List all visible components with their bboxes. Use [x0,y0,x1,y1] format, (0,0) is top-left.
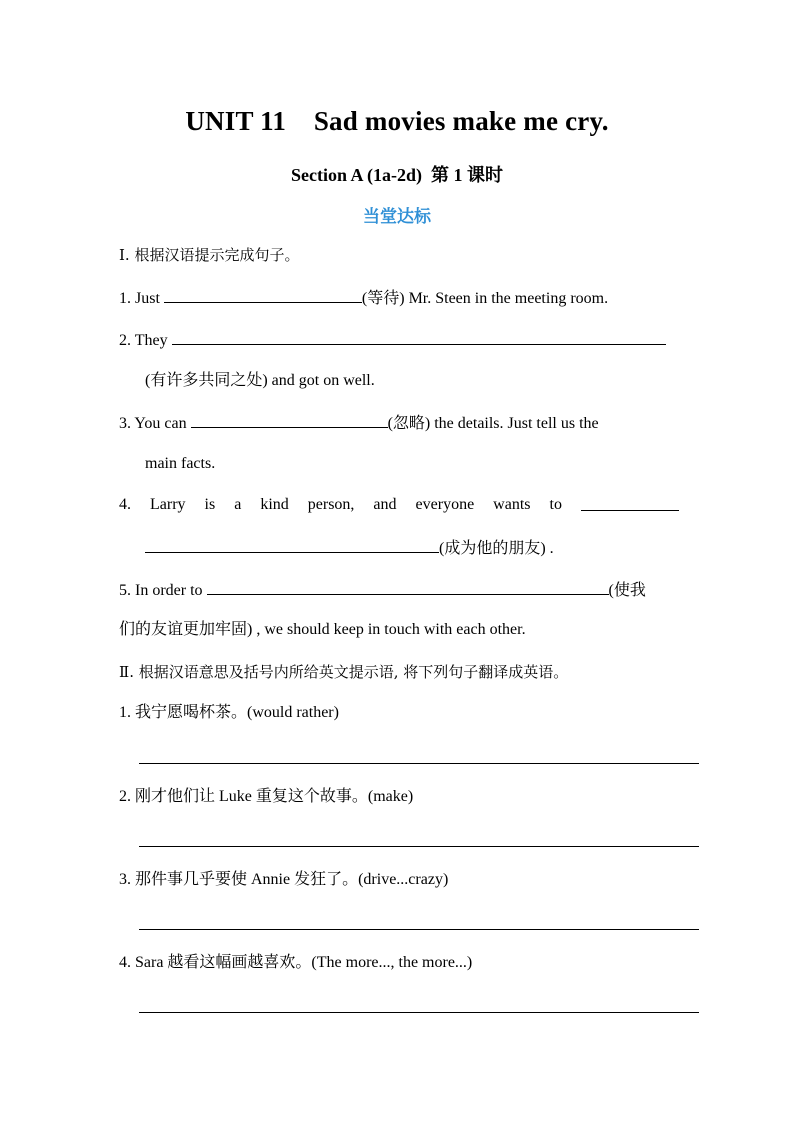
translation-item-4: 4. Sara 越看这幅画越喜欢。(The more..., the more...) [119,954,473,971]
q4-word: wants [493,496,531,513]
question-4 [119,495,679,515]
question-5-suffix: (使我 [608,582,646,599]
unit-title: UNIT 11 Sad movies make me cry. [185,106,609,136]
question-1-suffix: (等待) Mr. Steen in the meeting room. [361,290,609,307]
answer-blank-4b[interactable] [145,537,439,553]
answer-line-2[interactable] [139,846,699,847]
part1-heading: I. 根据汉语提示完成句子。 [119,246,300,264]
q4-word: to [549,496,562,513]
question-4-continuation [145,537,554,559]
translation-item-3: 3. 那件事几乎要使 Annie 发狂了。(drive...crazy) [119,871,449,888]
answer-blank-2[interactable] [172,329,666,345]
question-1 [119,287,608,309]
answer-line-3[interactable] [139,929,699,930]
q4-word: kind [260,496,289,513]
question-2-prefix: 2. They [119,332,172,349]
question-5-prefix: 5. In order to [119,582,207,599]
part2-heading: Ⅱ. 根据汉语意思及括号内所给英文提示语, 将下列句子翻译成英语。 [119,663,569,681]
section-subtitle: Section A (1a-2d) 第 1 课时 [290,165,503,185]
question-3-continuation: main facts. [145,455,216,472]
q4-word: and [373,496,397,513]
q4-word: everyone [415,496,475,513]
answer-line-1[interactable] [139,763,699,764]
question-3-suffix: (忽略) the details. Just tell us the [387,415,599,432]
translation-item-1: 1. 我宁愿喝杯茶。(would rather) [119,704,339,721]
question-2 [119,329,666,351]
section-tag: 当堂达标 [363,207,431,227]
answer-blank-5[interactable] [207,579,609,595]
question-3 [119,412,674,434]
translation-item-2: 2. 刚才他们让 Luke 重复这个故事。(make) [119,788,414,805]
answer-blank-4a[interactable] [581,495,679,511]
q4-word: a [234,496,242,513]
question-2-continuation: (有许多共同之处) and got on well. [145,372,375,389]
q4-word: 4. [119,496,131,513]
q4-word: is [204,496,216,513]
question-1-prefix: 1. Just [119,290,164,307]
answer-blank-3[interactable] [191,412,388,428]
question-5-continuation: 们的友谊更加牢固) , we should keep in touch with each other. [119,621,526,638]
question-5 [119,579,679,601]
question-4-suffix: (成为他的朋友) . [439,540,554,557]
answer-line-4[interactable] [139,1012,699,1013]
question-3-prefix: 3. You can [119,415,191,432]
q4-word: Larry [150,496,186,513]
q4-word: person, [307,496,355,513]
answer-blank-1[interactable] [164,287,362,303]
